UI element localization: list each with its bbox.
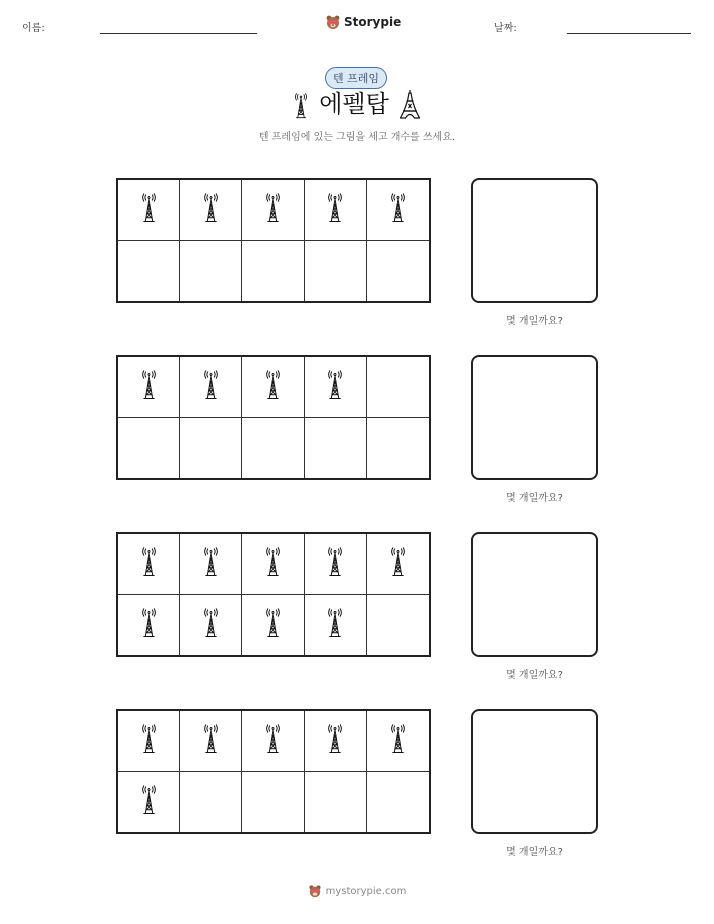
ten-frame-2 [116, 355, 431, 480]
ten-frame-cell [180, 534, 242, 595]
radio-tower-icon [140, 191, 158, 229]
ten-frame-cell [118, 418, 180, 479]
ten-frame-cell [242, 595, 304, 656]
ten-frame-cell [118, 241, 180, 302]
ten-frame-cell [367, 357, 429, 418]
radio-tower-icon [326, 545, 344, 583]
ten-frame-1 [116, 178, 431, 303]
ten-frame-cell [242, 241, 304, 302]
radio-tower-icon [264, 606, 282, 644]
ten-frame-cell [180, 241, 242, 302]
ten-frame-cell [305, 711, 367, 772]
radio-tower-icon [264, 191, 282, 229]
answer-box-2[interactable] [471, 355, 598, 480]
ten-frame-cell [305, 180, 367, 241]
ten-frame-cell [367, 534, 429, 595]
ten-frame-cell [305, 772, 367, 833]
bear-mascot-icon [308, 884, 322, 898]
radio-tower-icon [326, 368, 344, 406]
radio-tower-icon [140, 783, 158, 821]
ten-frame-cell [118, 595, 180, 656]
ten-frame-cell [305, 418, 367, 479]
title-row [0, 89, 714, 119]
ten-frame-cell [180, 418, 242, 479]
ten-frame-3 [116, 532, 431, 657]
radio-tower-icon [140, 368, 158, 406]
ten-frame-cell [242, 418, 304, 479]
topic-badge: 텐 프레임 [325, 67, 387, 89]
radio-tower-icon [202, 606, 220, 644]
ten-frame-cell [367, 772, 429, 833]
footer [0, 884, 714, 898]
ten-frame-cell [305, 534, 367, 595]
name-line[interactable] [100, 33, 257, 34]
ten-frame-cell [367, 241, 429, 302]
radio-tower-icon [389, 722, 407, 760]
radio-tower-icon [140, 722, 158, 760]
ten-frame-cell [118, 357, 180, 418]
question-label-3: 몇 개일까요? [506, 670, 563, 681]
radio-tower-icon [140, 545, 158, 583]
radio-tower-icon [293, 93, 309, 119]
radio-tower-icon [202, 368, 220, 406]
radio-tower-icon [326, 606, 344, 644]
question-label-1: 몇 개일까요? [506, 316, 563, 327]
radio-tower-icon [326, 722, 344, 760]
question-label-4: 몇 개일까요? [506, 847, 563, 858]
bear-mascot-icon [325, 14, 341, 30]
ten-frame-cell [180, 357, 242, 418]
ten-frame-cell [180, 772, 242, 833]
radio-tower-icon [326, 191, 344, 229]
radio-tower-icon [264, 722, 282, 760]
ten-frame-cell [242, 534, 304, 595]
date-line[interactable] [567, 33, 691, 34]
radio-tower-icon [202, 545, 220, 583]
ten-frame-cell [305, 595, 367, 656]
ten-frame-cell [180, 595, 242, 656]
ten-frame-cell [367, 418, 429, 479]
ten-frame-cell [305, 357, 367, 418]
instructions: 텐 프레임에 있는 그림을 세고 개수를 쓰세요. [258, 132, 456, 143]
radio-tower-icon [264, 368, 282, 406]
radio-tower-icon [389, 191, 407, 229]
radio-tower-icon [202, 722, 220, 760]
ten-frame-cell [180, 180, 242, 241]
radio-tower-icon [264, 545, 282, 583]
ten-frame-4 [116, 709, 431, 834]
ten-frame-cell [367, 595, 429, 656]
ten-frame-cell [367, 180, 429, 241]
ten-frame-cell [242, 772, 304, 833]
question-label-2: 몇 개일까요? [506, 493, 563, 504]
answer-box-1[interactable] [471, 178, 598, 303]
brand-logo [325, 14, 401, 30]
ten-frame-cell [118, 180, 180, 241]
radio-tower-icon [389, 545, 407, 583]
radio-tower-icon [140, 606, 158, 644]
ten-frame-cell [242, 357, 304, 418]
answer-box-4[interactable] [471, 709, 598, 834]
footer-url: mystorypie.com [325, 885, 407, 897]
eiffel-tower-icon [399, 89, 421, 119]
date-label: 날짜: [494, 23, 517, 34]
brand-name: Storypie [344, 15, 402, 29]
page-title: 에펠탑 [319, 90, 389, 118]
ten-frame-cell [180, 711, 242, 772]
ten-frame-cell [118, 711, 180, 772]
ten-frame-cell [305, 241, 367, 302]
ten-frame-cell [118, 534, 180, 595]
ten-frame-cell [242, 180, 304, 241]
answer-box-3[interactable] [471, 532, 598, 657]
ten-frame-cell [242, 711, 304, 772]
ten-frame-cell [367, 711, 429, 772]
radio-tower-icon [202, 191, 220, 229]
name-label: 이름: [22, 23, 45, 34]
ten-frame-cell [118, 772, 180, 833]
